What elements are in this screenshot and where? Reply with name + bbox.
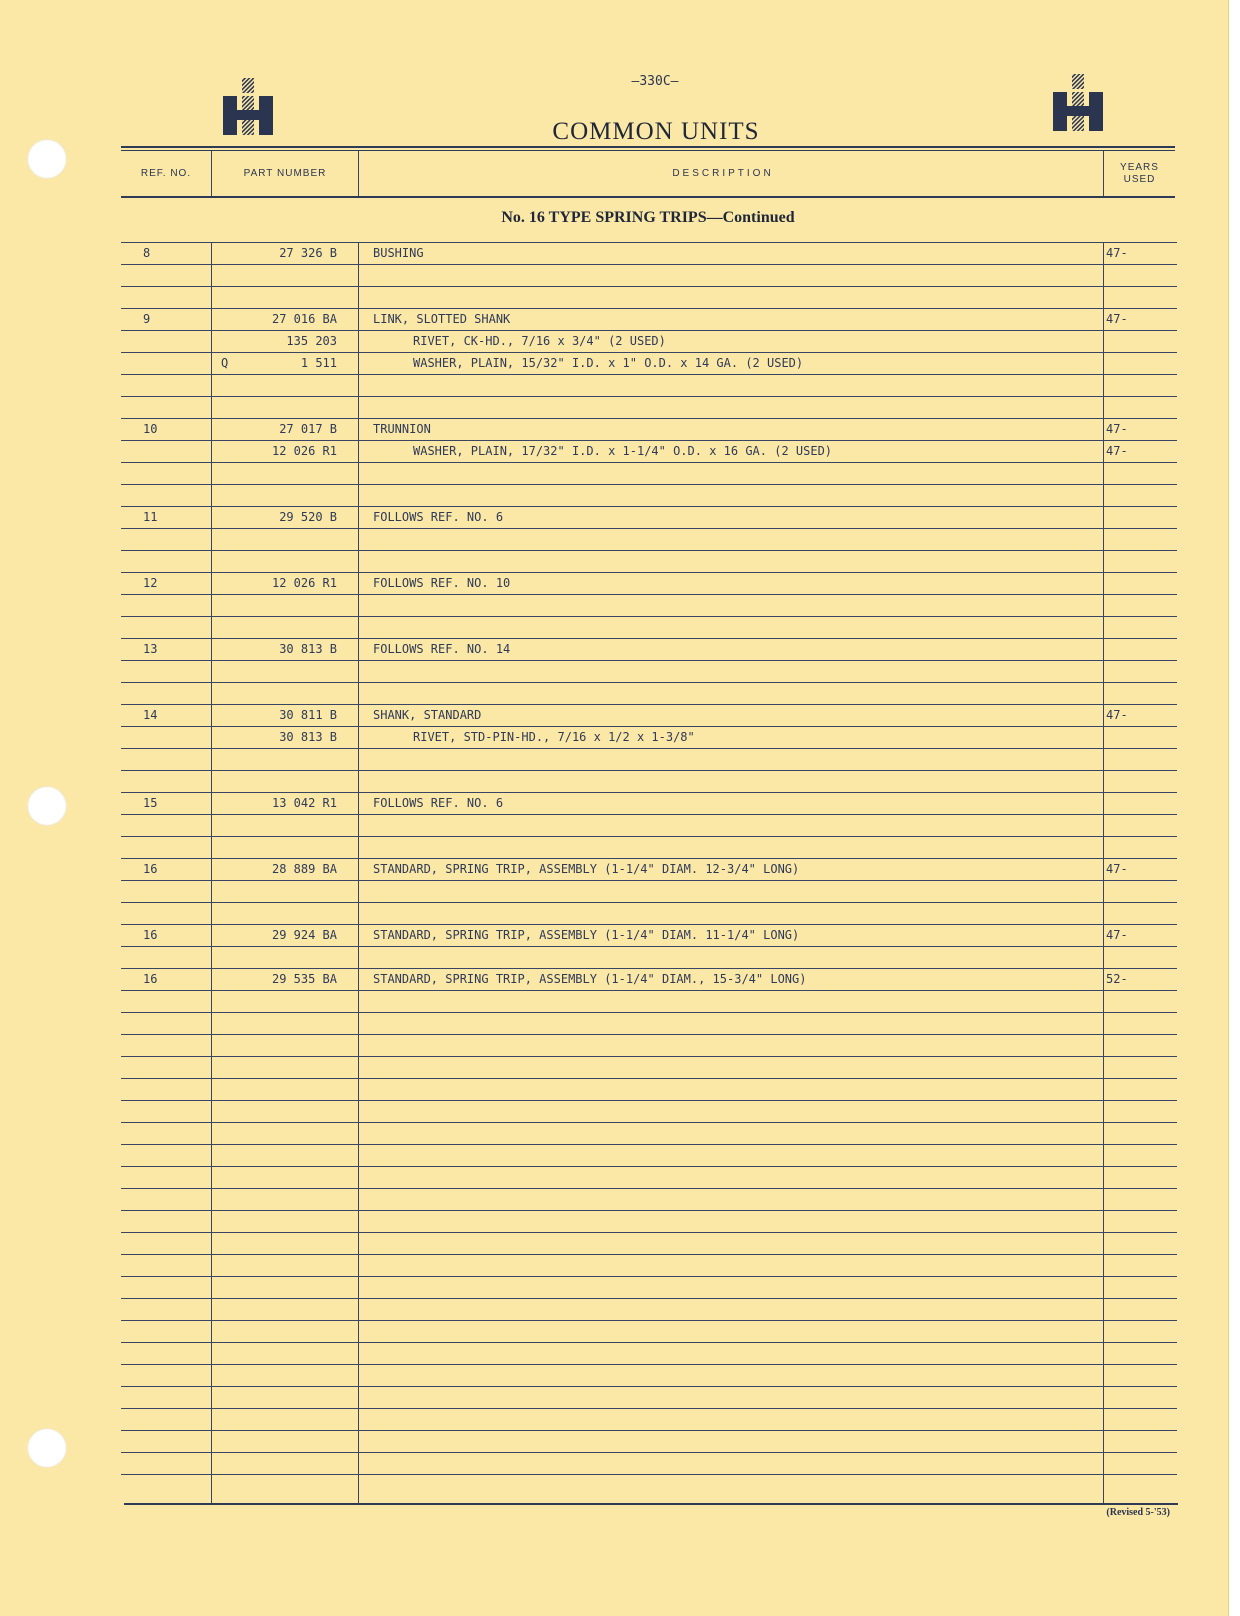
ref-no-cell: 9 [143,312,151,326]
ruled-line [121,1408,1177,1409]
part-number-cell: 29 535 BA [271,972,337,986]
ruled-line [121,374,1177,375]
ruled-line [121,1100,1177,1101]
ref-no-cell: 10 [143,422,158,436]
description-cell: FOLLOWS REF. NO. 6 [373,510,504,524]
ruled-line [121,550,1177,551]
ruled-line [121,1430,1177,1431]
years-used-cell: 47- [1106,444,1128,458]
ruled-line [121,748,1177,749]
ruled-line [121,1474,1177,1475]
table-row [121,726,1177,748]
ruled-line [121,484,1177,485]
ruled-line [121,1342,1177,1343]
ruled-line [121,1298,1177,1299]
part-number-cell: 12 026 R1 [271,576,337,590]
ruled-line [121,616,1177,617]
table-row [121,858,1177,880]
description-cell: FOLLOWS REF. NO. 6 [373,796,504,810]
ruled-line [121,836,1177,837]
years-used-cell: 47- [1106,422,1128,436]
description-cell: RIVET, STD-PIN-HD., 7/16 x 1/2 x 1-3/8" [413,730,695,744]
table-row [121,330,1177,352]
ruled-line [121,1276,1177,1277]
ruled-line [121,770,1177,771]
years-used-cell [1106,572,1166,594]
description-cell: BUSHING [373,246,424,260]
ruled-line [121,1144,1177,1145]
table-row [121,242,1177,264]
part-number-cell: 30 811 B [279,708,337,722]
table-row [121,352,1177,374]
part-number-cell: 30 813 B [279,642,337,656]
ruled-line [121,1078,1177,1079]
description-cell: TRUNNION [373,422,431,436]
years-used-cell: 47- [1106,246,1128,260]
ref-no-cell [143,352,203,374]
qualifier-cell: Q [221,356,229,370]
part-number-cell: 135 203 [286,334,337,348]
ruled-line [121,682,1177,683]
ruled-line [121,990,1177,991]
table-row [121,968,1177,990]
description-cell: SHANK, STANDARD [373,708,482,722]
years-used-cell: 47- [1106,862,1128,876]
ruled-line [121,1386,1177,1387]
ruled-line [121,1254,1177,1255]
ref-no-cell [143,330,203,352]
table-row [121,440,1177,462]
ruled-line [121,902,1177,903]
ruled-line [121,594,1177,595]
ruled-line [121,462,1177,463]
description-cell: FOLLOWS REF. NO. 14 [373,642,511,656]
ruled-line [121,660,1177,661]
ref-no-cell: 13 [143,642,158,656]
ruled-line [121,1012,1177,1013]
col-header-ref: REF. NO. [140,167,192,179]
years-used-cell [1106,330,1166,352]
ruled-line [121,1452,1177,1453]
ref-no-cell: 15 [143,796,158,810]
column-header-row [121,151,1175,198]
years-used-cell [1106,638,1166,660]
ruled-line [121,1166,1177,1167]
description-cell: STANDARD, SPRING TRIP, ASSEMBLY (1-1/4" DIAM. 12-3/4" LONG) [373,862,800,876]
part-number-cell: 27 017 B [279,422,337,436]
ih-logo-icon [1053,74,1103,132]
ruled-line [121,1034,1177,1035]
table-row [121,572,1177,594]
table-row [121,506,1177,528]
col-header-part: PART NUMBER [243,167,327,179]
ruled-line [121,1364,1177,1365]
bottom-rule [124,1503,1178,1505]
table-row [121,418,1177,440]
parts-ledger [121,242,1177,1503]
description-cell: RIVET, CK-HD., 7/16 x 3/4" (2 USED) [413,334,666,348]
description-cell: STANDARD, SPRING TRIP, ASSEMBLY (1-1/4" DIAM. 11-1/4" LONG) [373,928,800,942]
ruled-line [121,286,1177,287]
ruled-line [121,946,1177,947]
ruled-line [121,264,1177,265]
years-used-cell: 52- [1106,972,1128,986]
binder-hole-bottom [27,1428,67,1468]
part-number-cell: 1 511 [300,356,337,370]
part-number-cell: 27 326 B [279,246,337,260]
years-used-cell [1106,506,1166,528]
ruled-line [121,1320,1177,1321]
years-used-cell [1106,792,1166,814]
section-heading: No. 16 TYPE SPRING TRIPS—Continued [501,209,795,226]
ruled-line [121,1122,1177,1123]
ref-no-cell [143,440,203,462]
description-cell: LINK, SLOTTED SHANK [373,312,511,326]
ruled-line [121,814,1177,815]
table-row [121,792,1177,814]
part-number-cell: 12 026 R1 [271,444,337,458]
ruled-line [121,528,1177,529]
ref-no-cell: 16 [143,928,158,942]
ref-no-cell: 11 [143,510,158,524]
page-number: —330C— [631,74,679,89]
col-header-desc: DESCRIPTION [672,167,774,179]
description-cell: WASHER, PLAIN, 15/32" I.D. x 1" O.D. x 14 GA. (2 USED) [413,356,804,370]
years-used-cell [1106,352,1166,374]
ref-no-cell: 12 [143,576,158,590]
description-cell: WASHER, PLAIN, 17/32" I.D. x 1-1/4" O.D. x 16 GA. (2 USED) [413,444,833,458]
description-cell: STANDARD, SPRING TRIP, ASSEMBLY (1-1/4" DIAM., 15-3/4" LONG) [373,972,807,986]
page-title: COMMON UNITS [552,118,760,145]
revision-note: (Revised 5-'53) [1106,1507,1170,1518]
ref-no-cell: 16 [143,972,158,986]
part-number-cell: 27 016 BA [271,312,337,326]
part-number-cell: 13 042 R1 [271,796,337,810]
table-row [121,308,1177,330]
part-number-cell: 30 813 B [279,730,337,744]
ref-no-cell [143,726,203,748]
description-cell: FOLLOWS REF. NO. 10 [373,576,511,590]
header-rule [121,146,1175,148]
ruled-line [121,1056,1177,1057]
ruled-line [121,1232,1177,1233]
ref-no-cell: 8 [143,246,151,260]
ruled-line [121,880,1177,881]
table-row [121,704,1177,726]
table-row [121,638,1177,660]
part-number-cell: 29 924 BA [271,928,337,942]
part-number-cell: 29 520 B [279,510,337,524]
years-used-cell [1106,726,1166,748]
col-header-years: YEARS USED [1120,161,1159,185]
part-number-cell: 28 889 BA [271,862,337,876]
binder-hole-middle [27,786,67,826]
ruled-line [121,1188,1177,1189]
table-row [121,924,1177,946]
years-used-cell: 47- [1106,928,1128,942]
ref-no-cell: 14 [143,708,158,722]
ih-logo-icon [223,78,273,136]
ruled-line [121,1210,1177,1211]
ruled-line [121,396,1177,397]
ref-no-cell: 16 [143,862,158,876]
years-used-cell: 47- [1106,708,1128,722]
years-used-cell: 47- [1106,312,1128,326]
